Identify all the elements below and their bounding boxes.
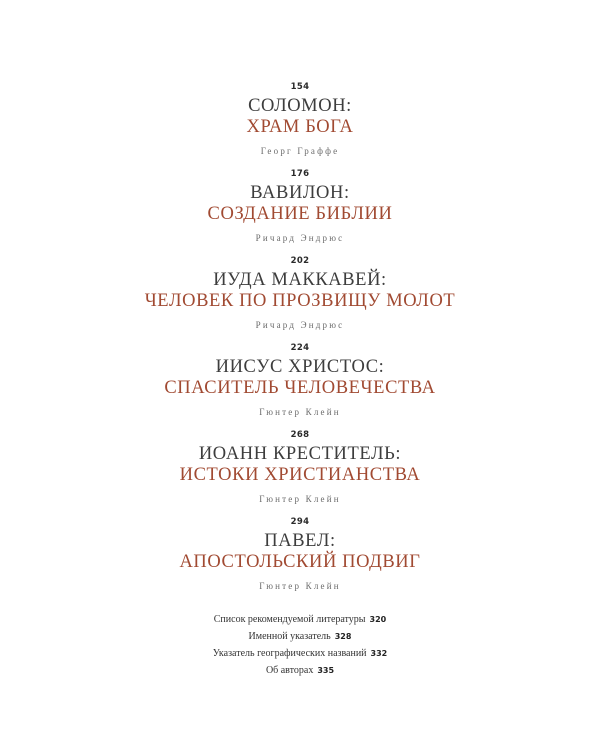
appendix-label: Именной указатель [248,631,331,642]
chapter-jesus-christ [0,342,600,418]
appendix-label: Указатель географических названий [212,648,367,659]
chapter-author: Ричард Эндрюс [255,320,345,330]
chapter-page-number: 294 [290,517,310,527]
appendix-page-number: 335 [317,666,335,675]
chapter-judas-maccabeus [0,255,600,331]
appendix-label: Список рекомендуемой литературы [213,614,366,625]
chapter-title-sub: ХРАМ БОГА [246,117,354,137]
chapter-title-main: ПАВЕЛ: [264,531,336,551]
chapter-author: Гюнтер Клейн [259,407,341,417]
chapter-title-main: ИУДА МАККАВЕЙ: [213,270,387,290]
chapter-author: Гюнтер Клейн [259,494,341,504]
chapter-title-main: СОЛОМОН: [248,96,352,116]
chapter-page-number: 268 [290,430,310,440]
chapter-john-the-baptist [0,429,600,505]
appendix-item-about-authors [0,662,600,679]
chapter-title-sub: АПОСТОЛЬСКИЙ ПОДВИГ [179,552,421,572]
chapter-title-main: ИОАНН КРЕСТИТЕЛЬ: [198,444,402,464]
chapter-babylon [0,168,600,244]
chapter-page-number: 154 [290,82,310,92]
chapter-solomon [0,81,600,157]
chapter-title-sub: ИСТОКИ ХРИСТИАНСТВА [179,465,421,485]
chapter-paul [0,516,600,592]
chapter-title-sub: СПАСИТЕЛЬ ЧЕЛОВЕЧЕСТВА [164,378,436,398]
appendix-page-number: 320 [369,615,387,624]
chapter-page-number: 224 [290,343,310,353]
appendix-item-name-index [0,628,600,645]
chapter-title-main: ИИСУС ХРИСТОС: [215,357,385,377]
chapter-title-main: ВАВИЛОН: [250,183,350,203]
appendix-list [0,611,600,679]
appendix-page-number: 328 [334,632,352,641]
chapter-page-number: 176 [290,169,310,179]
chapter-author: Георг Граффе [260,146,340,156]
chapter-author: Гюнтер Клейн [259,581,341,591]
chapter-author: Ричард Эндрюс [255,233,345,243]
appendix-item-geo-index [0,645,600,662]
chapter-title-sub: СОЗДАНИЕ БИБЛИИ [207,204,393,224]
chapter-page-number: 202 [290,256,310,266]
appendix-page-number: 332 [370,649,388,658]
chapter-title-sub: ЧЕЛОВЕК ПО ПРОЗВИЩУ МОЛОТ [144,291,456,311]
appendix-label: Об авторах [265,665,314,676]
appendix-item-bibliography [0,611,600,628]
